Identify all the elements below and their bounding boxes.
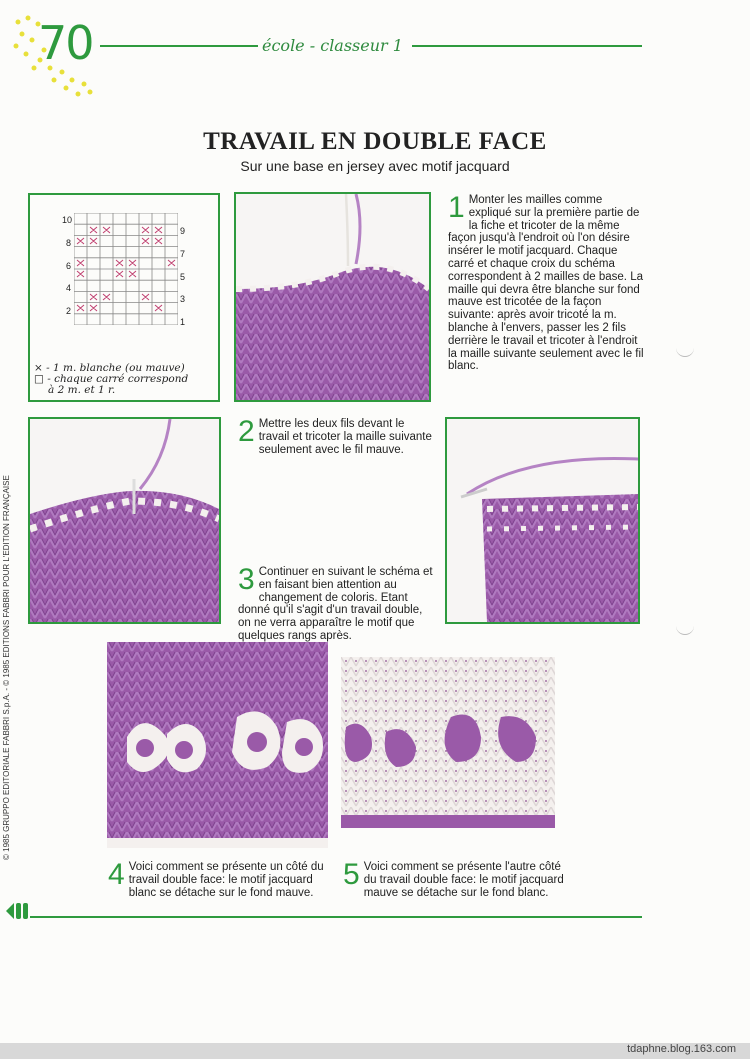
header-rule-right — [412, 45, 642, 47]
knitting-photo-image — [30, 419, 219, 622]
step-text: Monter les mailles comme expliqué sur la première partie de la fiche et tricoter de la même façon jusqu'à l'endroit où l'on désire insérer le motif jacquard. Chaque carré et chaque croix du schéma correspondent à 2 mailles de base. La maille qui devra être blanche sur fond mauve est tricotée de la façon suivante: après avoir tricoté la m. blanche à l'envers, passer les 2 fils derrière le travail et tricoter à l'endroit la maille suivante seulement avec le fil blanc. — [448, 194, 644, 373]
step-text: Voici comment se présente un côté du travail double face: le motif jacquard blanc se détache sur le fond mauve. — [128, 861, 324, 899]
step-number: 3 — [238, 563, 255, 596]
footer-rule — [30, 916, 642, 918]
legend-line: à 2 m. et 1 r. — [48, 384, 116, 396]
step5-photo — [341, 657, 555, 828]
row-label: 6 — [66, 261, 72, 271]
row-label: 3 — [180, 294, 186, 304]
step1-text-block — [448, 191, 644, 373]
header-rule-left — [100, 45, 258, 47]
page-title: TRAVAIL EN DOUBLE FACE — [203, 128, 547, 155]
jacquard-chart-box — [28, 193, 220, 402]
page-subtitle: Sur une base en jersey avec motif jacquard — [240, 158, 510, 174]
step2-photo — [28, 417, 221, 624]
step-text: Continuer en suivant le schéma et en faisant bien attention au changement de coloris. Etant donné qu'il s'agit d'un travail double, on ne verra apparaître le motif que quelques rangs après. — [238, 566, 433, 642]
row-label: 7 — [180, 249, 186, 259]
legend-line: □ - chaque carré correspond — [34, 373, 189, 385]
step5-text-block — [343, 858, 568, 899]
row-label: 10 — [62, 215, 73, 225]
step-text: Mettre les deux fils devant le travail et tricoter la maille suivante seulement avec le fil mauve. — [258, 418, 432, 456]
row-label: 8 — [66, 238, 72, 248]
row-label: 5 — [180, 272, 186, 282]
step-number: 1 — [448, 191, 465, 224]
step-text: Voici comment se présente l'autre côté du travail double face: le motif jacquard mauve se détache sur le fond blanc. — [363, 861, 564, 899]
knitting-photo-image — [447, 419, 638, 622]
previous-page-arrow-icon — [6, 903, 30, 919]
legend-line: × - 1 m. blanche (ou mauve) — [34, 362, 185, 374]
page-number: 70 — [38, 16, 93, 70]
knitting-photo-image — [341, 657, 555, 828]
step3-text-block — [238, 563, 434, 643]
row-label: 1 — [180, 317, 186, 327]
jacquard-chart-grid — [74, 213, 178, 325]
step4-text-block — [108, 858, 333, 899]
step-number: 4 — [108, 858, 125, 891]
copyright-credit: © 1985 GRUPPO EDITORIALE FABBRI S.p.A. - © 1985 EDITIONS FABBRI POUR L'EDITION FRANÇAISE — [2, 475, 11, 860]
step-number: 5 — [343, 858, 360, 891]
section-title: école - classeur 1 — [262, 36, 403, 55]
watermark: tdaphne.blog.163.com — [627, 1043, 736, 1055]
row-label: 9 — [180, 226, 186, 236]
step1-photo — [234, 192, 431, 402]
binder-hole — [676, 624, 694, 635]
step2-text-block — [238, 415, 434, 456]
knitting-photo-image — [236, 194, 429, 400]
row-label: 4 — [66, 283, 72, 293]
step-number: 2 — [238, 415, 255, 448]
row-label: 2 — [66, 306, 72, 316]
knitting-photo-image — [107, 642, 328, 848]
binder-hole — [676, 346, 694, 357]
chart-legend — [34, 363, 218, 396]
step3-photo — [445, 417, 640, 624]
step4-photo — [107, 642, 328, 848]
